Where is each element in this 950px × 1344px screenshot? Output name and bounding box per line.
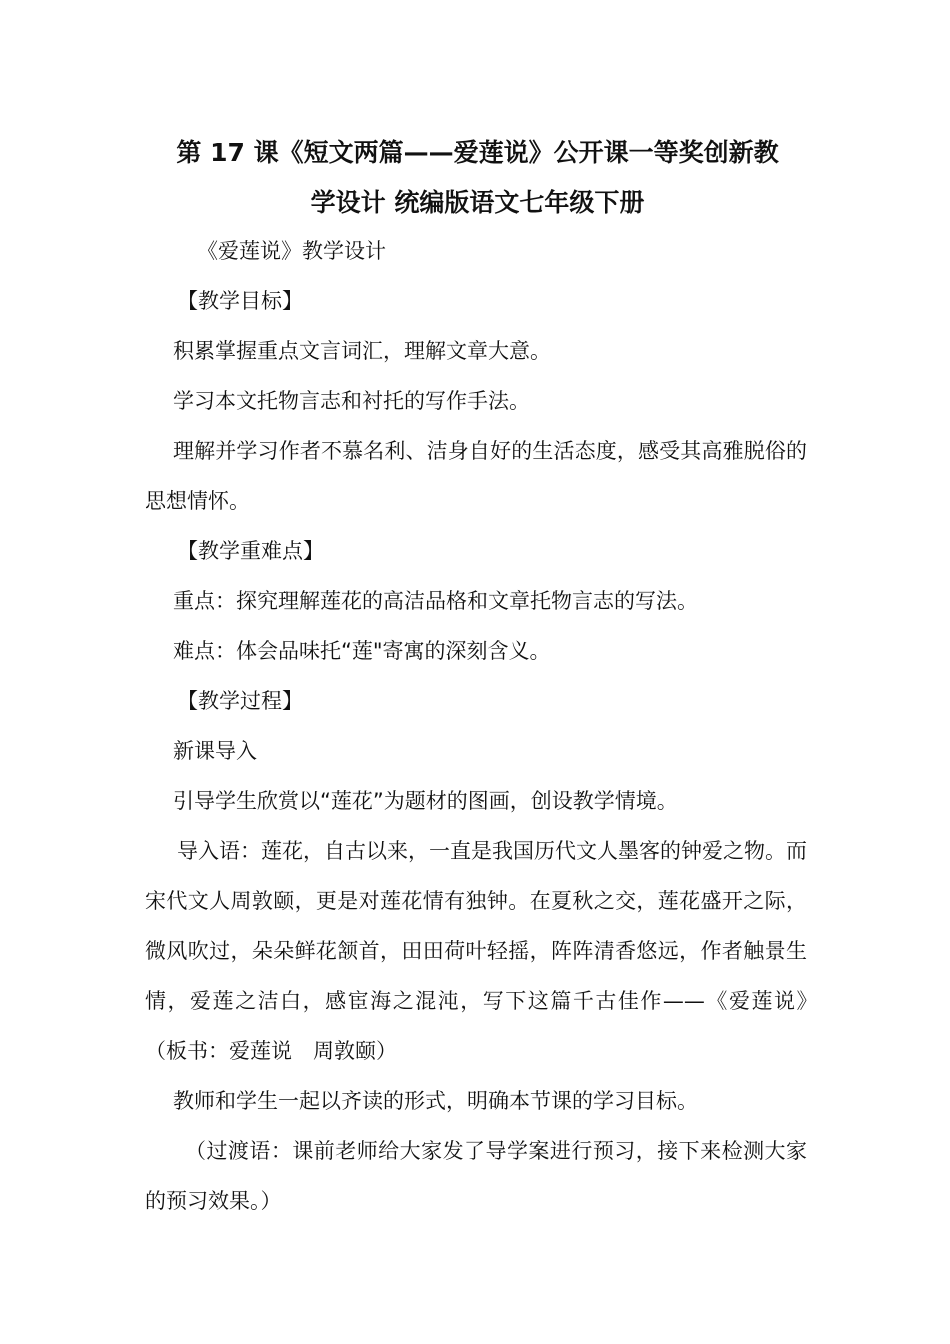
document-title (145, 128, 810, 228)
title-line-2: 学设计 统编版语文七年级下册 (310, 188, 645, 217)
paragraph: 积累掌握重点文言词汇，理解文章大意。 (173, 339, 551, 363)
paragraph: 导入语：莲花，自古以来，一直是我国历代文人墨客的钟爱之物。而宋代文人周敦颐，更是对莲花情有独钟。在夏秋之交，莲花盛开之际，微风吹过，朵朵鲜花颔首，田田荷叶轻摇，阵阵清香悠远，作者触景生情，爱莲之洁白，感宦海之混沌，写下这篇千古佳作——《爱莲说》 （板书：爱莲说 周敦颐） (145, 839, 828, 1063)
paragraph: （过渡语：课前老师给大家发了导学案进行预习，接下来检测大家的预习效果。） (145, 1139, 807, 1213)
paragraph: 理解并学习作者不慕名利、洁身自好的生活态度，感受其高雅脱俗的思想情怀。 (145, 439, 807, 513)
paragraph: 难点：体会品味托“莲"寄寓的深刻含义。 (173, 639, 551, 663)
paragraph: 重点：探究理解莲花的高洁品格和文章托物言志的写法。 (173, 589, 698, 613)
title-line-1: 第 17 课《短文两篇——爱莲说》公开课一等奖创新教 (176, 138, 779, 167)
paragraph: 教师和学生一起以齐读的形式，明确本节课的学习目标。 (173, 1089, 698, 1113)
paragraph: 引导学生欣赏以“莲花”为题材的图画，创设教学情境。 (173, 789, 678, 813)
section-heading-objectives: 【教学目标】 (177, 289, 303, 313)
section-heading-key-points: 【教学重难点】 (177, 539, 324, 563)
lesson-subtitle: 《爱莲说》教学设计 (197, 239, 386, 263)
paragraph: 学习本文托物言志和衬托的写作手法。 (173, 389, 530, 413)
document-body (145, 226, 828, 1226)
paragraph: 新课导入 (173, 739, 257, 763)
section-heading-process: 【教学过程】 (177, 689, 303, 713)
